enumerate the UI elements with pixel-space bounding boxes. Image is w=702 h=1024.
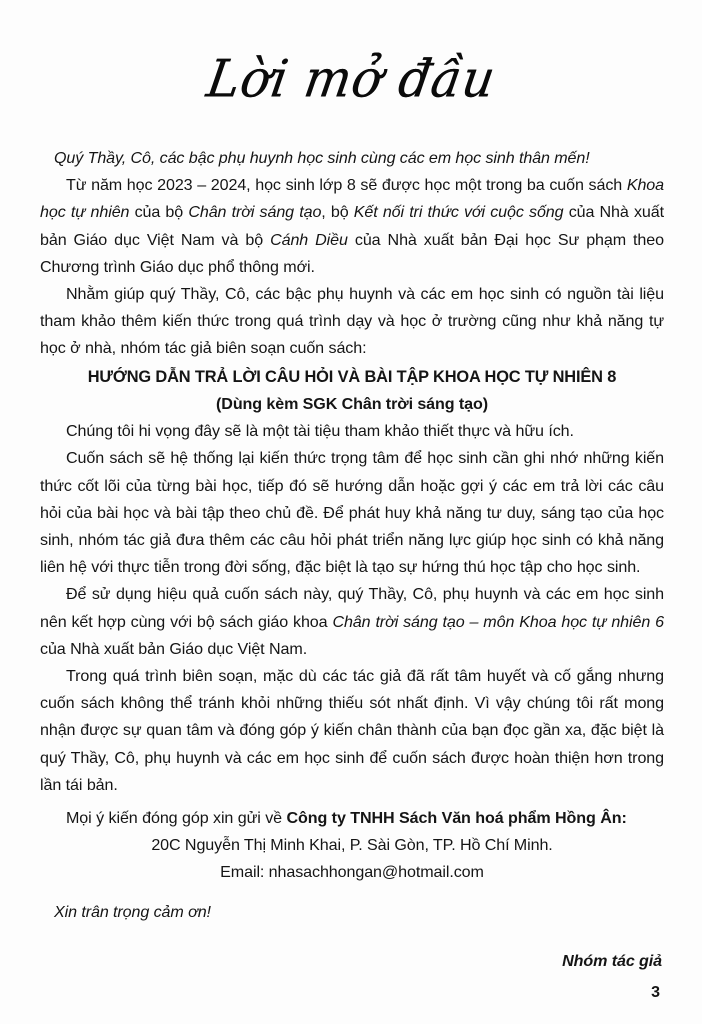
paragraph-1-run-9: của Nhà xuất bản Đại học Sư phạm theo Chương trình Giáo dục phổ thông mới. xyxy=(40,230,664,276)
company-address: 20C Nguyễn Thị Minh Khai, P. Sài Gòn, TP. Hồ Chí Minh. xyxy=(151,836,553,855)
document-body xyxy=(40,145,664,975)
page-title-block xyxy=(0,49,702,128)
paragraph-4: Cuốn sách sẽ hệ thống lại kiến thức trọng tâm để học sinh cần ghi nhớ những kiến thức cốt lõi của từng bài học, tiếp đó sẽ hướng dẫn hoặc gợi ý các em trả lời các câu hỏi của bài học và bài tập theo chủ đề. Để phát huy khả năng tư duy, sáng tạo của học sinh, nhóm tác giả đưa thêm các câu hỏi phát triển năng lực giúp học sinh có khả năng liên hệ với thực tiễn trong đời sống, đặc biệt là tạo sự hứng thú học tập cho học sinh. xyxy=(40,449,664,577)
paragraph-2: Nhằm giúp quý Thầy, Cô, các bậc phụ huynh và các em học sinh có nguồn tài liệu tham khảo thêm kiến thức trong quá trình dạy và học ở trường cũng như khả năng tự học ở nhà, nhóm tác giả biên soạn cuốn sách: xyxy=(40,285,664,358)
book-series-canh-dieu: Cánh Diều xyxy=(270,230,348,249)
paragraph-7-run-1: Mọi ý kiến đóng góp xin gửi về xyxy=(66,808,287,827)
book-series-chan-troi-sang-tao: Chân trời sáng tạo xyxy=(188,203,322,222)
paragraph-5-run-1: Để sử dụng hiệu quả cuốn sách này, quý Thầy, Cô, phụ huynh và các em học sinh nên kết hợp cùng với bộ sách giáo khoa xyxy=(40,585,664,631)
greeting-line: Quý Thầy, Cô, các bậc phụ huynh học sinh cùng các em học sinh thân mến! xyxy=(54,149,590,167)
paragraph-7-feedback xyxy=(40,805,664,832)
paragraph-6: Trong quá trình biên soạn, mặc dù các tác giả đã rất tâm huyết và cố gắng nhưng cuốn sách không thể tránh khỏi những thiếu sót nhất định. Vì vậy chúng tôi rất mong nhận được sự quan tâm và đóng góp ý kiến chân thành của bạn đọc gần xa, đặc biệt là quý Thầy, Cô, phụ huynh và các em học sinh để cuốn sách được hoàn thiện hơn trong lần tái bản. xyxy=(40,666,664,794)
company-name: Công ty TNHH Sách Văn hoá phẩm Hồng Ân: xyxy=(286,808,627,827)
book-series-ket-noi-tri-thuc: Kết nối tri thức với cuộc sống xyxy=(353,203,564,222)
spacer-before-signature xyxy=(40,926,664,948)
paragraph-3: Chúng tôi hi vọng đây sẽ là một tài tiệu tham khảo thiết thực và hữu ích. xyxy=(66,422,574,441)
page-title: Lời mở đầu xyxy=(202,49,500,110)
paragraph-5-run-3: của Nhà xuất bản Giáo dục Việt Nam. xyxy=(40,639,308,658)
book-subtitle-heading: (Dùng kèm SGK Chân trời sáng tạo) xyxy=(216,394,488,413)
spacer-before-closing xyxy=(40,887,664,899)
paragraph-1-run-5: , bộ xyxy=(321,203,354,222)
paragraph-1 xyxy=(40,172,664,281)
closing-thanks: Xin trân trọng cảm ơn! xyxy=(54,902,211,921)
paragraph-1-run-7: của Nhà xuất bản Giáo dục Việt Nam và bộ xyxy=(40,203,664,249)
company-email: Email: nhasachhongan@hotmail.com xyxy=(220,863,484,882)
author-signature: Nhóm tác giả xyxy=(562,951,662,970)
textbook-reference-italic: Chân trời sáng tạo – môn Khoa học tự nhiên 6 xyxy=(332,612,664,631)
paragraph-5 xyxy=(40,581,664,663)
book-title-heading: HƯỚNG DẪN TRẢ LỜI CÂU HỎI VÀ BÀI TẬP KHOA HỌC TỰ NHIÊN 8 xyxy=(87,367,617,386)
page-number: 3 xyxy=(651,984,660,1001)
paragraph-1-run-3: của bộ xyxy=(129,203,189,222)
paragraph-1-run-1: Từ năm học 2023 – 2024, học sinh lớp 8 sẽ được học một trong ba cuốn sách xyxy=(66,176,627,195)
book-title-khoa-hoc-tu-nhien: Khoa học tự nhiên xyxy=(40,176,664,222)
